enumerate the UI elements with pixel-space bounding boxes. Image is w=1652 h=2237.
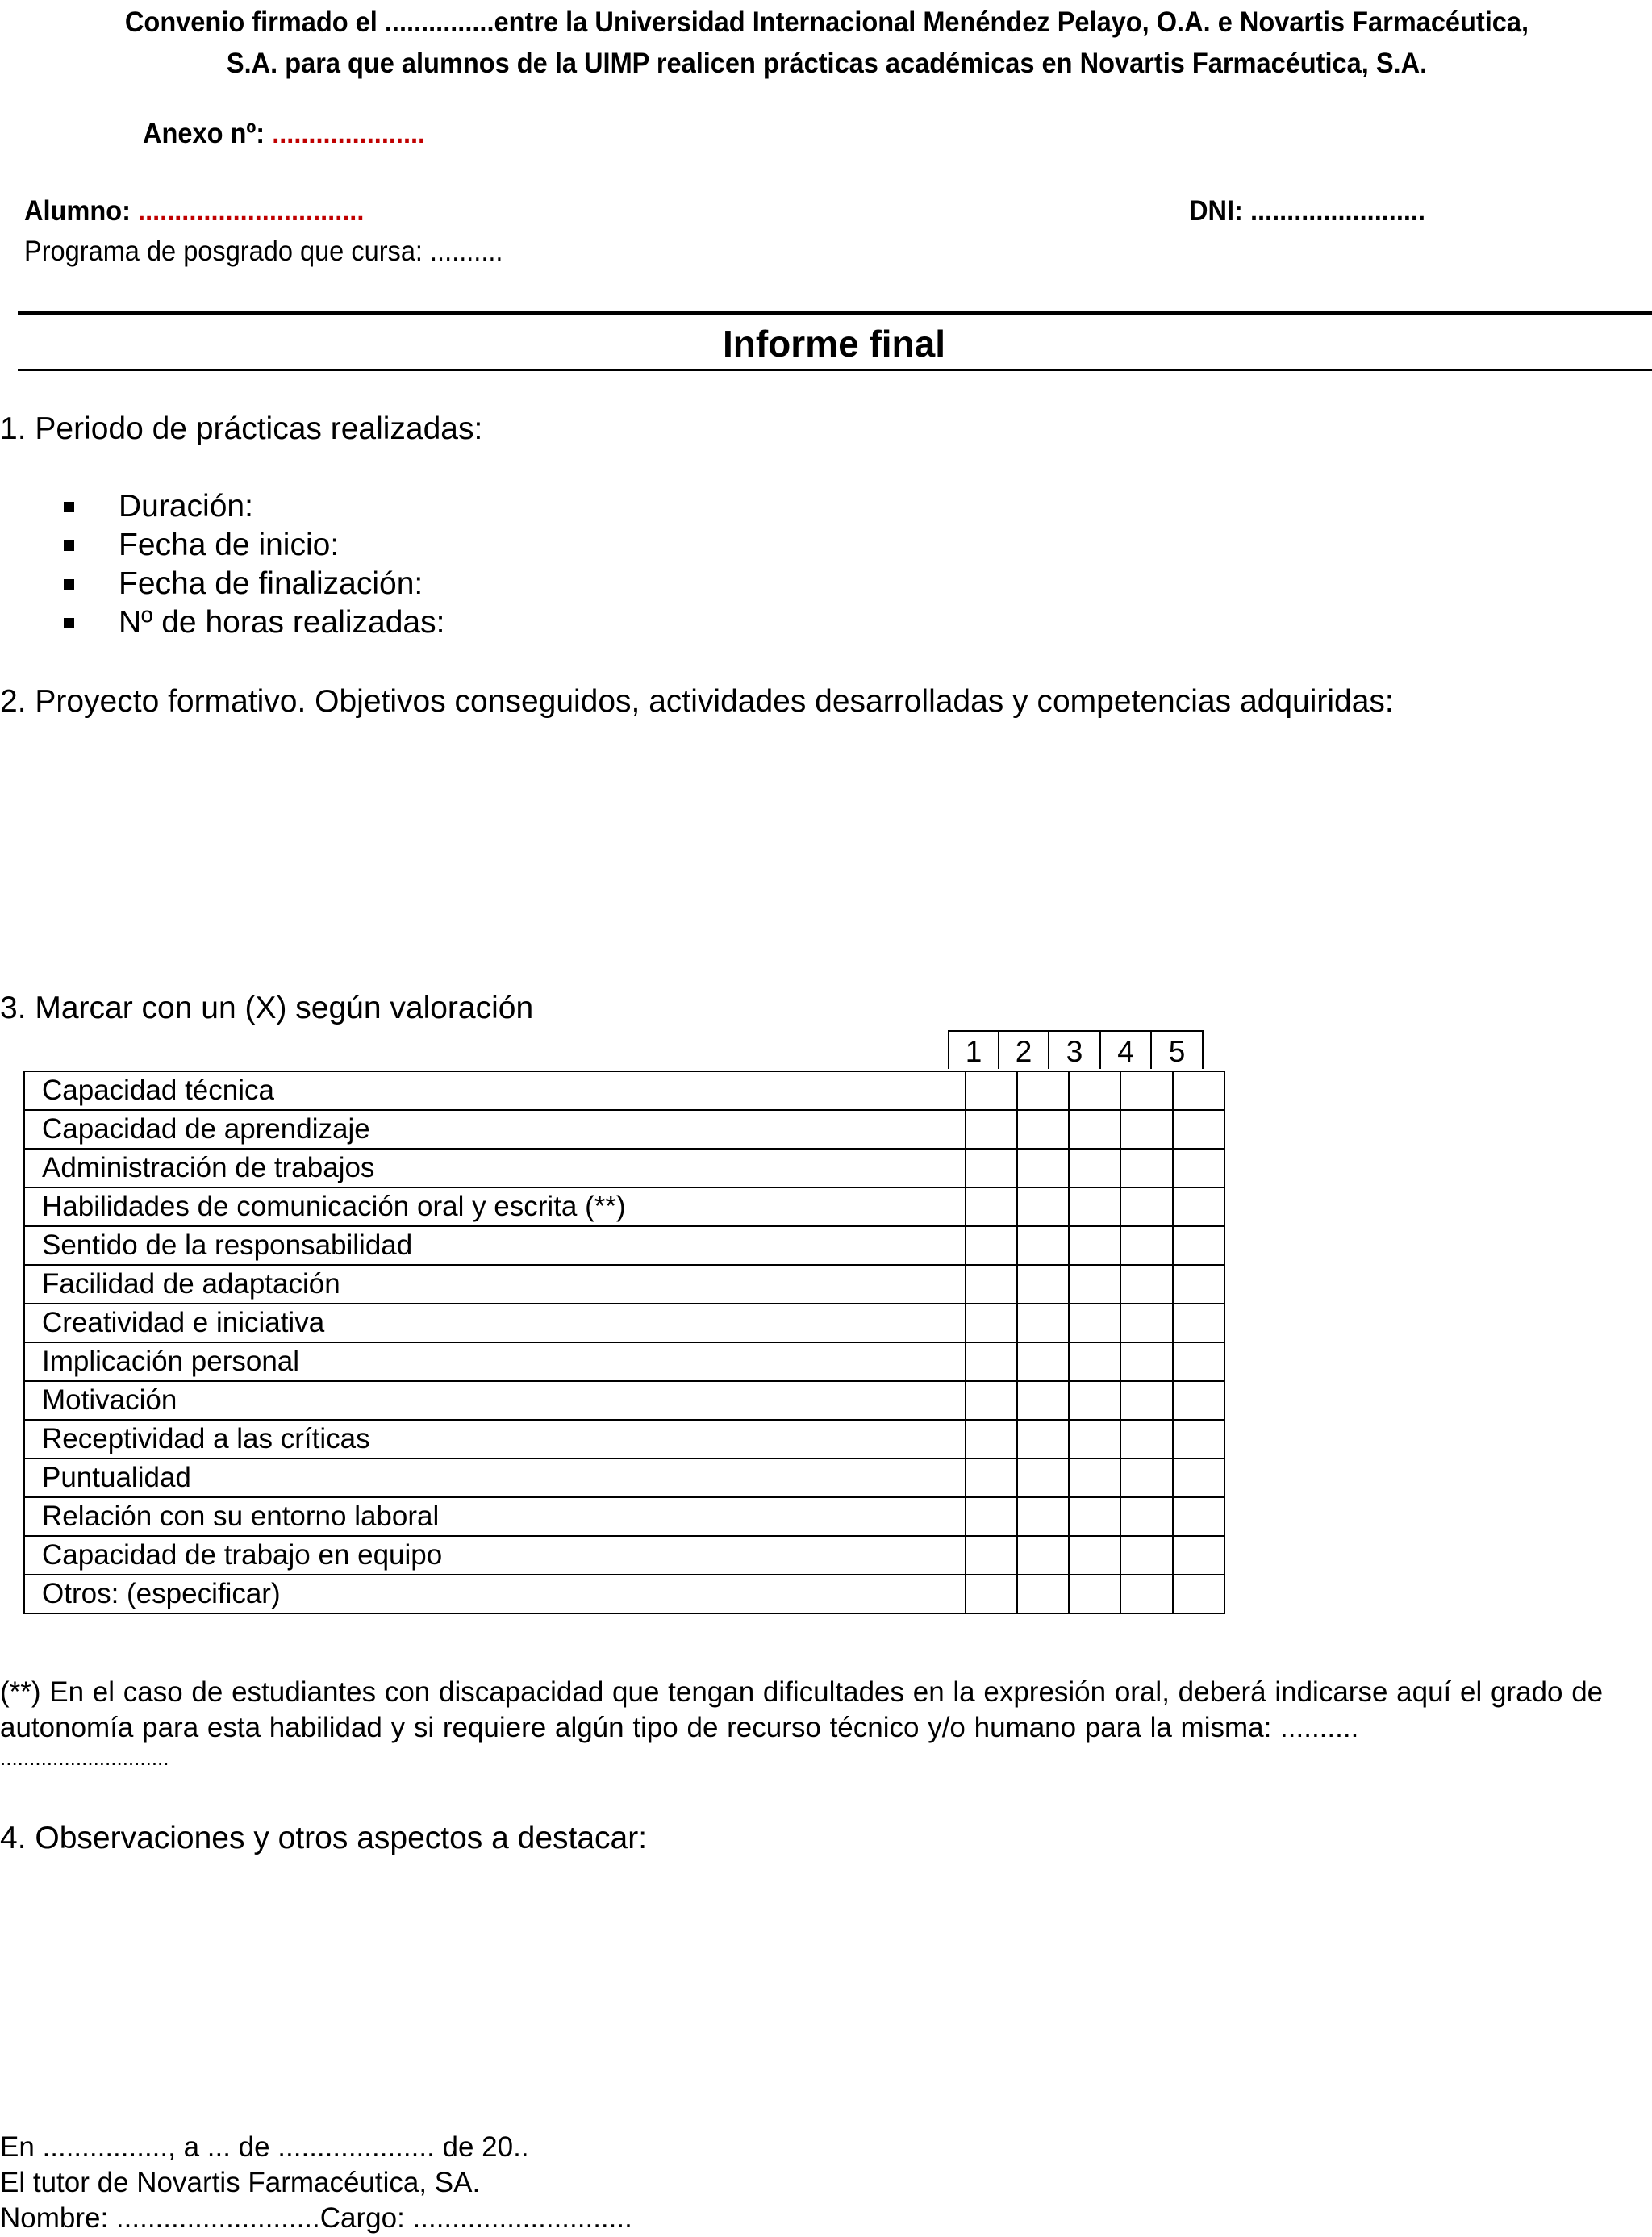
criterion-label: Capacidad de trabajo en equipo	[24, 1536, 966, 1575]
student-value[interactable]: ...............................	[138, 195, 365, 227]
criterion-label: Administración de trabajos	[24, 1149, 966, 1187]
rating-cell-1[interactable]	[966, 1265, 1017, 1304]
rating-cell-1[interactable]	[966, 1071, 1017, 1110]
table-row	[24, 1536, 1224, 1575]
section-3-heading: 3. Marcar con un (X) según valoración	[0, 991, 534, 1025]
list-item[interactable]: Nº de horas realizadas:	[0, 603, 726, 642]
rating-cell-4[interactable]	[1120, 1304, 1173, 1342]
rating-cell-2[interactable]	[1017, 1265, 1069, 1304]
rating-cell-4[interactable]	[1120, 1381, 1173, 1420]
rating-cell-1[interactable]	[966, 1381, 1017, 1420]
criterion-label: Relación con su entorno laboral	[24, 1497, 966, 1536]
scale-label-1: 1	[948, 1030, 999, 1069]
rating-cell-5[interactable]	[1173, 1071, 1224, 1110]
dni-label: DNI:	[1189, 195, 1243, 227]
table-row	[24, 1381, 1224, 1420]
rating-scale-header	[948, 1030, 1204, 1071]
rating-cell-5[interactable]	[1173, 1149, 1224, 1187]
note-line-1: (**) En el caso de estudiantes con discapacidad que tengan dificultades en la expresión oral, deberá indicarse aquí el grado de	[0, 1676, 1604, 1708]
rating-cell-5[interactable]	[1173, 1381, 1224, 1420]
rating-cell-5[interactable]	[1173, 1226, 1224, 1265]
rating-cell-3[interactable]	[1069, 1420, 1120, 1459]
rating-cell-3[interactable]	[1069, 1575, 1120, 1613]
section-1-heading: 1. Periodo de prácticas realizadas:	[0, 411, 483, 446]
rating-cell-1[interactable]	[966, 1187, 1017, 1226]
title-rule-top	[18, 311, 1652, 315]
rating-cell-3[interactable]	[1069, 1381, 1120, 1420]
table-row	[24, 1420, 1224, 1459]
dni-value[interactable]: ........................	[1249, 195, 1426, 227]
rating-cell-1[interactable]	[966, 1304, 1017, 1342]
signature-block	[0, 2130, 632, 2236]
criterion-label: Habilidades de comunicación oral y escrita (**)	[24, 1187, 966, 1226]
rating-cell-5[interactable]	[1173, 1420, 1224, 1459]
list-item[interactable]: Fecha de inicio:	[0, 526, 726, 565]
rating-cell-3[interactable]	[1069, 1459, 1120, 1497]
rating-cell-5[interactable]	[1173, 1304, 1224, 1342]
rating-cell-3[interactable]	[1069, 1304, 1120, 1342]
rating-cell-5[interactable]	[1173, 1497, 1224, 1536]
rating-cell-5[interactable]	[1173, 1265, 1224, 1304]
rating-cell-2[interactable]	[1017, 1497, 1069, 1536]
table-row	[24, 1575, 1224, 1613]
rating-cell-4[interactable]	[1120, 1420, 1173, 1459]
rating-cell-2[interactable]	[1017, 1459, 1069, 1497]
rating-cell-4[interactable]	[1120, 1149, 1173, 1187]
table-row	[24, 1226, 1224, 1265]
scale-label-3: 3	[1048, 1030, 1101, 1069]
scale-label-5: 5	[1150, 1030, 1204, 1069]
criterion-label: Facilidad de adaptación	[24, 1265, 966, 1304]
criterion-label: Capacidad de aprendizaje	[24, 1110, 966, 1149]
rating-cell-4[interactable]	[1120, 1071, 1173, 1110]
place-date-line[interactable]: En ................, a ... de .................... de 20..	[0, 2131, 529, 2163]
criterion-label: Creatividad e iniciativa	[24, 1304, 966, 1342]
list-item[interactable]: Duración:	[0, 487, 726, 526]
rating-cell-5[interactable]	[1173, 1536, 1224, 1575]
rating-cell-1[interactable]	[966, 1342, 1017, 1381]
title-rule-bottom	[18, 369, 1652, 371]
annex-value[interactable]: .....................	[272, 118, 426, 149]
rating-cell-3[interactable]	[1069, 1342, 1120, 1381]
rating-cell-4[interactable]	[1120, 1497, 1173, 1536]
rating-cell-2[interactable]	[1017, 1304, 1069, 1342]
rating-cell-2[interactable]	[1017, 1536, 1069, 1575]
rating-cell-5[interactable]	[1173, 1459, 1224, 1497]
rating-cell-2[interactable]	[1017, 1110, 1069, 1149]
rating-cell-5[interactable]	[1173, 1342, 1224, 1381]
rating-cell-2[interactable]	[1017, 1149, 1069, 1187]
table-row	[24, 1342, 1224, 1381]
agreement-header-line-2: S.A. para que alumnos de la UIMP realicen prácticas académicas en Novartis Farmacéutica, S.A.	[226, 48, 1428, 79]
program-field[interactable]: Programa de posgrado que cursa: ..........	[24, 236, 503, 267]
bullet-icon	[64, 618, 74, 628]
criterion-label: Puntualidad	[24, 1459, 966, 1497]
rating-cell-1[interactable]	[966, 1575, 1017, 1613]
rating-cell-3[interactable]	[1069, 1110, 1120, 1149]
rating-cell-5[interactable]	[1173, 1575, 1224, 1613]
table-row	[24, 1304, 1224, 1342]
rating-cell-2[interactable]	[1017, 1226, 1069, 1265]
accessibility-note	[0, 1675, 1652, 1770]
rating-cell-3[interactable]	[1069, 1071, 1120, 1110]
section-2-answer-area[interactable]	[0, 730, 1652, 972]
rating-cell-4[interactable]	[1120, 1187, 1173, 1226]
criterion-label: Implicación personal	[24, 1342, 966, 1381]
criterion-label: Otros: (especificar)	[24, 1575, 966, 1613]
scale-label-4: 4	[1099, 1030, 1152, 1069]
rating-cell-4[interactable]	[1120, 1536, 1173, 1575]
note-line-3: .............................	[0, 1746, 169, 1770]
table-row	[24, 1265, 1224, 1304]
table-row	[24, 1149, 1224, 1187]
rating-cell-3[interactable]	[1069, 1536, 1120, 1575]
page-title: Informe final	[722, 323, 946, 365]
rating-cell-5[interactable]	[1173, 1110, 1224, 1149]
table-row	[24, 1110, 1224, 1149]
rating-cell-3[interactable]	[1069, 1149, 1120, 1187]
rating-cell-2[interactable]	[1017, 1381, 1069, 1420]
rating-cell-1[interactable]	[966, 1110, 1017, 1149]
rating-cell-3[interactable]	[1069, 1265, 1120, 1304]
student-field	[24, 195, 364, 227]
bullet-icon	[64, 540, 74, 551]
note-line-2: autonomía para esta habilidad y si requiere algún tipo de recurso técnico y/o humano para la misma: ..........	[0, 1712, 1359, 1743]
rating-cell-4[interactable]	[1120, 1342, 1173, 1381]
rating-cell-3[interactable]	[1069, 1497, 1120, 1536]
rating-cell-1[interactable]	[966, 1149, 1017, 1187]
section-4-heading: 4. Observaciones y otros aspectos a destacar:	[0, 1821, 648, 1855]
rating-cell-3[interactable]	[1069, 1187, 1120, 1226]
list-item[interactable]: Fecha de finalización:	[0, 565, 726, 603]
rating-cell-2[interactable]	[1017, 1420, 1069, 1459]
rating-cell-2[interactable]	[1017, 1071, 1069, 1110]
rating-cell-1[interactable]	[966, 1497, 1017, 1536]
dni-field	[1189, 195, 1425, 227]
annex-label: Anexo nº:	[143, 118, 265, 149]
section-4-answer-area[interactable]	[0, 1868, 1652, 2126]
rating-cell-1[interactable]	[966, 1536, 1017, 1575]
criterion-label: Motivación	[24, 1381, 966, 1420]
agreement-header-line-1: Convenio firmado el ...............entre la Universidad Internacional Menéndez Pelayo, O.A. e Novartis Farmacéutica,	[124, 6, 1529, 38]
rating-cell-1[interactable]	[966, 1226, 1017, 1265]
name-role-line[interactable]: Nombre: ..........................Cargo: ............................	[0, 2202, 632, 2234]
rating-table	[23, 1071, 1225, 1614]
rating-cell-1[interactable]	[966, 1420, 1017, 1459]
rating-cell-2[interactable]	[1017, 1187, 1069, 1226]
rating-cell-2[interactable]	[1017, 1342, 1069, 1381]
rating-cell-1[interactable]	[966, 1459, 1017, 1497]
section-2-heading: 2. Proyecto formativo. Objetivos conseguidos, actividades desarrolladas y competencias adquiridas:	[0, 684, 1394, 719]
annex-field	[143, 118, 425, 150]
scale-label-2: 2	[998, 1030, 1049, 1069]
table-row	[24, 1459, 1224, 1497]
table-row	[24, 1071, 1224, 1110]
rating-cell-5[interactable]	[1173, 1187, 1224, 1226]
bullet-icon	[64, 579, 74, 590]
rating-cell-3[interactable]	[1069, 1226, 1120, 1265]
rating-cell-4[interactable]	[1120, 1110, 1173, 1149]
tutor-line: El tutor de Novartis Farmacéutica, SA.	[0, 2167, 481, 2198]
rating-cell-4[interactable]	[1120, 1575, 1173, 1613]
criterion-label: Receptividad a las críticas	[24, 1420, 966, 1459]
table-row	[24, 1497, 1224, 1536]
rating-cell-4[interactable]	[1120, 1226, 1173, 1265]
student-label: Alumno:	[24, 195, 131, 227]
criterion-label: Sentido de la responsabilidad	[24, 1226, 966, 1265]
agreement-header	[103, 2, 1551, 84]
rating-cell-4[interactable]	[1120, 1459, 1173, 1497]
rating-cell-4[interactable]	[1120, 1265, 1173, 1304]
table-row	[24, 1187, 1224, 1226]
criterion-label: Capacidad técnica	[24, 1071, 966, 1110]
bullet-icon	[64, 502, 74, 512]
rating-cell-2[interactable]	[1017, 1575, 1069, 1613]
